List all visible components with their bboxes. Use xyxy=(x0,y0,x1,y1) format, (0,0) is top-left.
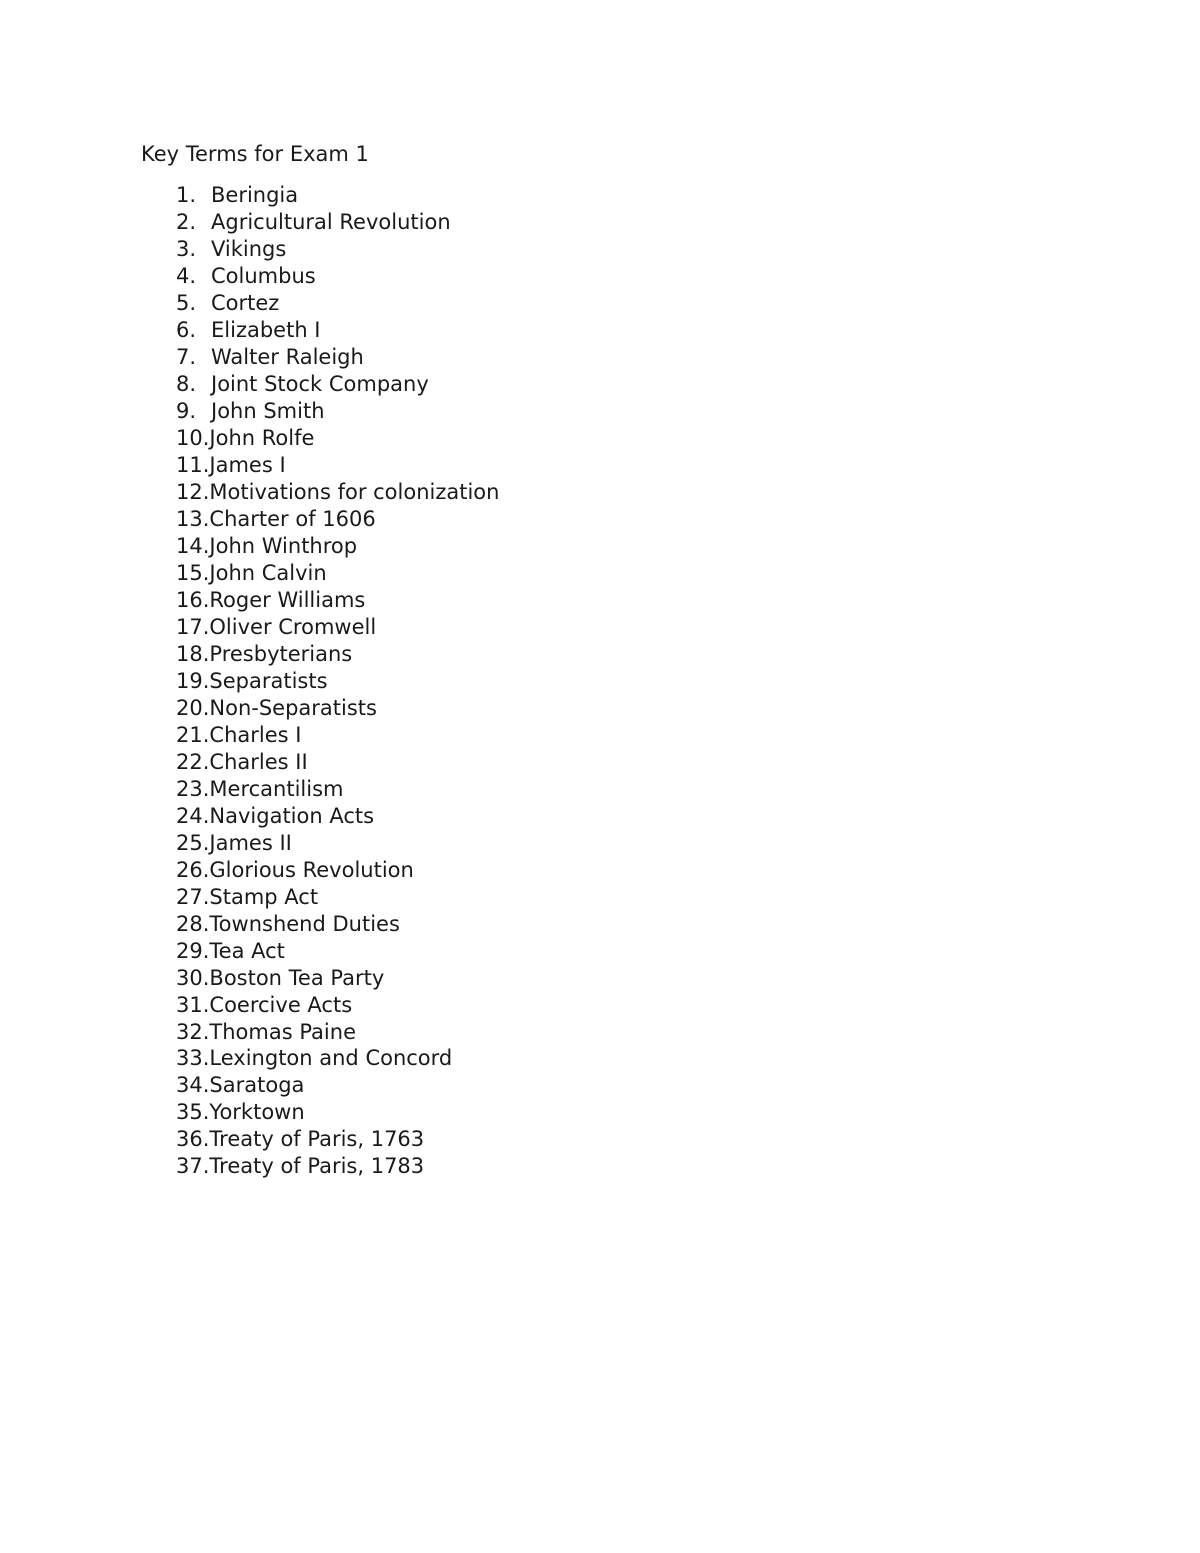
list-item-number: 4. xyxy=(176,264,197,289)
list-item xyxy=(176,694,499,721)
list-item xyxy=(176,883,499,910)
list-item-text: John Winthrop xyxy=(209,534,358,559)
list-item-number: 28. xyxy=(176,911,210,936)
list-item xyxy=(176,1099,499,1126)
list-item-text: John Calvin xyxy=(209,561,327,586)
list-item xyxy=(176,425,499,452)
list-item-number: 31. xyxy=(176,992,210,1017)
list-item xyxy=(176,344,499,371)
list-item xyxy=(176,290,499,317)
list-item-text: Non-Separatists xyxy=(209,695,377,720)
list-item xyxy=(176,667,499,694)
list-item xyxy=(176,775,499,802)
list-item xyxy=(176,1153,499,1180)
list-item-text: Mercantilism xyxy=(209,776,344,801)
list-item xyxy=(176,533,499,560)
list-item-number: 15. xyxy=(176,561,210,586)
list-item-text: Coercive Acts xyxy=(209,992,353,1017)
list-item-text: James II xyxy=(209,830,292,855)
list-item xyxy=(176,263,499,290)
list-item xyxy=(176,398,499,425)
list-item-text: Joint Stock Company xyxy=(211,372,429,397)
list-item-number: 3. xyxy=(176,237,197,262)
list-item xyxy=(176,856,499,883)
list-item-text: Roger Williams xyxy=(209,588,366,613)
list-item xyxy=(176,317,499,344)
list-item xyxy=(176,479,499,506)
list-item xyxy=(176,506,499,533)
list-item xyxy=(176,910,499,937)
list-item-number: 36. xyxy=(176,1127,210,1152)
list-item xyxy=(176,1072,499,1099)
list-item-text: Motivations for colonization xyxy=(209,480,500,505)
list-item-number: 16. xyxy=(176,588,210,613)
list-item-text: Tea Act xyxy=(209,938,285,963)
list-item-number: 17. xyxy=(176,614,210,639)
list-item-text: Charles II xyxy=(209,749,308,774)
list-item xyxy=(176,1045,499,1072)
list-item-number: 1. xyxy=(176,183,197,208)
list-item-number: 11. xyxy=(176,453,210,478)
list-item-text: Treaty of Paris, 1763 xyxy=(209,1127,425,1152)
list-item-text: Presbyterians xyxy=(209,641,353,666)
list-item xyxy=(176,560,499,587)
list-item-text: Yorktown xyxy=(209,1100,305,1125)
list-item-number: 22. xyxy=(176,749,210,774)
list-item-text: Townshend Duties xyxy=(209,911,400,936)
list-item-text: Thomas Paine xyxy=(209,1019,356,1044)
list-item-text: Boston Tea Party xyxy=(209,965,385,990)
list-item-number: 9. xyxy=(176,399,197,424)
list-item-number: 33. xyxy=(176,1046,210,1071)
list-item xyxy=(176,1018,499,1045)
list-item-text: Columbus xyxy=(211,264,316,289)
list-item-number: 30. xyxy=(176,965,210,990)
list-item-text: John Smith xyxy=(211,399,325,424)
list-item-text: Cortez xyxy=(211,291,280,316)
list-item-number: 6. xyxy=(176,318,197,343)
list-item xyxy=(176,721,499,748)
list-item-number: 13. xyxy=(176,507,210,532)
list-item xyxy=(176,1126,499,1153)
list-item-number: 10. xyxy=(176,426,210,451)
list-item-text: Walter Raleigh xyxy=(211,345,364,370)
list-item-number: 37. xyxy=(176,1154,210,1179)
list-item-text: Treaty of Paris, 1783 xyxy=(209,1154,425,1179)
list-item-number: 34. xyxy=(176,1073,210,1098)
list-item xyxy=(176,937,499,964)
list-item-number: 35. xyxy=(176,1100,210,1125)
key-terms-list xyxy=(176,182,499,1180)
list-item-text: Stamp Act xyxy=(209,884,319,909)
list-item-number: 19. xyxy=(176,668,210,693)
list-item-text: Separatists xyxy=(209,668,328,693)
list-item xyxy=(176,452,499,479)
list-item xyxy=(176,236,499,263)
list-item xyxy=(176,991,499,1018)
list-item-text: Charles I xyxy=(209,722,302,747)
list-item-text: Navigation Acts xyxy=(209,803,375,828)
list-item-number: 14. xyxy=(176,534,210,559)
list-item-text: James I xyxy=(209,453,286,478)
list-item-number: 8. xyxy=(176,372,197,397)
list-item-number: 2. xyxy=(176,210,197,235)
list-item xyxy=(176,964,499,991)
list-item-number: 12. xyxy=(176,480,210,505)
list-item xyxy=(176,614,499,641)
list-item-text: Agricultural Revolution xyxy=(211,210,451,235)
list-item-text: Charter of 1606 xyxy=(209,507,376,532)
list-item-number: 20. xyxy=(176,695,210,720)
list-item-number: 5. xyxy=(176,291,197,316)
list-item-number: 26. xyxy=(176,857,210,882)
list-item-text: Beringia xyxy=(211,183,299,208)
list-item xyxy=(176,371,499,398)
list-item-number: 7. xyxy=(176,345,197,370)
list-item-text: Elizabeth I xyxy=(211,318,321,343)
list-item-number: 29. xyxy=(176,938,210,963)
list-item-text: Oliver Cromwell xyxy=(209,614,377,639)
list-item-number: 21. xyxy=(176,722,210,747)
list-item-number: 24. xyxy=(176,803,210,828)
list-item-text: John Rolfe xyxy=(209,426,315,451)
list-item-text: Saratoga xyxy=(209,1073,305,1098)
list-item-text: Glorious Revolution xyxy=(209,857,414,882)
list-item-number: 27. xyxy=(176,884,210,909)
list-item-number: 32. xyxy=(176,1019,210,1044)
list-item xyxy=(176,587,499,614)
list-item xyxy=(176,829,499,856)
list-item-number: 25. xyxy=(176,830,210,855)
list-item-text: Vikings xyxy=(211,237,287,262)
list-item xyxy=(176,802,499,829)
document-title: Key Terms for Exam 1 xyxy=(141,142,369,166)
list-item xyxy=(176,640,499,667)
list-item xyxy=(176,209,499,236)
list-item-text: Lexington and Concord xyxy=(209,1046,453,1071)
list-item-number: 18. xyxy=(176,641,210,666)
list-item-number: 23. xyxy=(176,776,210,801)
list-item xyxy=(176,182,499,209)
list-item xyxy=(176,748,499,775)
